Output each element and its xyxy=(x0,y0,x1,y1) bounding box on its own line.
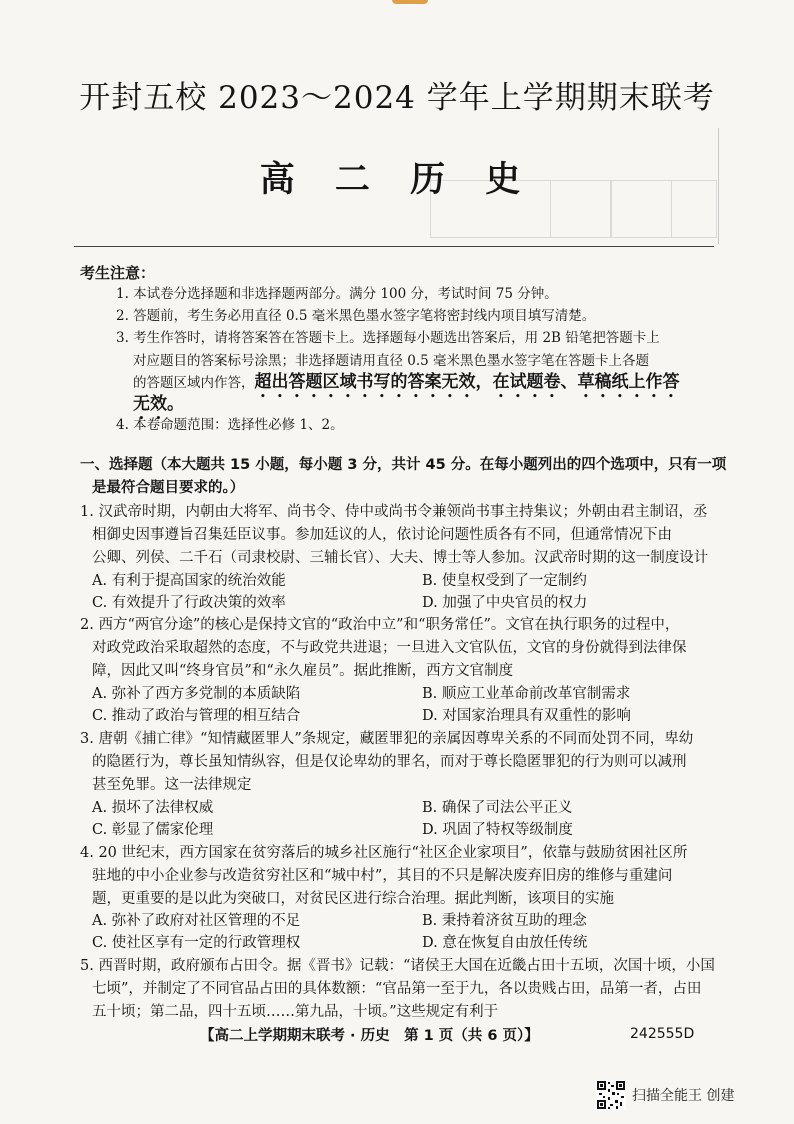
q2-line-2: 对政党政治采取超然的态度，不与政党共进退；一旦进入文官队伍，文官的身份就得到法律保 xyxy=(92,640,687,656)
notice-item-3-cont: 对应题目的答案标号涂黑；非选择题请用直径 0.5 毫米黑色墨水签字笔在答题卡上各题 xyxy=(133,353,650,369)
q4-option-c: C. 使社区享有一定的行政管理权 xyxy=(92,935,301,951)
q1-line-2: 相御史因事遵旨召集廷臣议事。参加廷议的人，依讨论问题性质各有不同，但通常情况下由 xyxy=(92,527,672,543)
notice-item-4: 4. 本卷命题范围：选择性必修 1、2。 xyxy=(116,417,344,433)
q3-line-1: 3. 唐朝《捕亡律》“知情藏匿罪人”条规定，藏匿罪犯的亲属因尊卑关系的不同而处罚不同，卑幼 xyxy=(80,731,694,747)
notice-item-1: 1. 本试卷分选择题和非选择题两部分。满分 100 分，考试时间 75 分钟。 xyxy=(116,286,558,302)
q5-line-3: 五十顷；第二品，四十五顷……第九品，十顷。”这些规定有利于 xyxy=(92,1004,499,1020)
notice-heading: 考生注意： xyxy=(80,264,156,282)
notice-warning-end: 无效。 xyxy=(133,394,184,414)
q2-line-3: 障，因此又叫“终身官员”和“永久雇员”。据此推断，西方文官制度 xyxy=(92,663,514,679)
q2-option-a: A. 弥补了西方多党制的本质缺陷 xyxy=(92,686,301,702)
section-heading: 一、选择题（本大题共 15 小题，每小题 3 分，共计 45 分。在每小题列出的四个选项中，只有一项 xyxy=(80,457,727,473)
q3-line-3: 甚至免罪。这一法律规定 xyxy=(92,777,252,793)
q3-option-b: B. 确保了司法公平正义 xyxy=(422,800,573,816)
q1-option-c: C. 有效提升了行政决策的效率 xyxy=(92,595,286,611)
q1-line-1: 1. 汉武帝时期，内朝由大将军、尚书令、侍中或尚书令兼领尚书事主持集议；外朝由君主制诏，丞 xyxy=(80,504,708,520)
q4-line-1: 4. 20 世纪末，西方国家在贫穷落后的城乡社区施行“社区企业家项目”，依靠与鼓励贫困社区所 xyxy=(80,845,688,861)
q3-line-2: 的隐匿行为，尊长虽知情纵容，但是仅论卑幼的罪名，而对于尊长隐匿罪犯的行为则可以减刑 xyxy=(92,754,687,770)
q1-option-d: D. 加强了中央官员的权力 xyxy=(422,595,588,611)
q2-option-d: D. 对国家治理具有双重性的影响 xyxy=(422,708,631,724)
q1-option-a: A. 有利于提高国家的统治效能 xyxy=(92,573,286,589)
q4-option-b: B. 秉持着济贫互助的理念 xyxy=(422,913,587,929)
header-divider xyxy=(74,246,714,247)
q2-option-b: B. 顺应工业革命前改革官制需求 xyxy=(422,686,631,702)
q2-option-c: C. 推动了政治与管理的相互结合 xyxy=(92,708,301,724)
notice-item-3-cont2-text: 的答题区域内作答， xyxy=(133,375,255,391)
exam-code: 242555D xyxy=(630,1026,695,1042)
notice-item-3: 3. 考生作答时，请将答案答在答题卡上。选择题每小题选出答案后，用 2B 铅笔把答题卡上 xyxy=(116,330,660,346)
q4-option-a: A. 弥补了政府对社区管理的不足 xyxy=(92,913,301,929)
q5-line-1: 5. 西晋时期，政府颁布占田令。据《晋书》记载：“诸侯王大国在近畿占田十五顷，次国十顷，小国 xyxy=(80,958,715,974)
notice-item-3-cont2 xyxy=(133,367,680,402)
notice-warning: 超出答题区域书写的答案无效，在试题卷、草稿纸上作答 xyxy=(254,372,680,392)
q2-line-1: 2. 西方“两官分途”的核心是保持文官的“政治中立”和“职务常任”。文官在执行职务的过程中， xyxy=(80,617,680,633)
notice-item-2: 2. 答题前，考生务必用直径 0.5 毫米黑色墨水签字笔将密封线内项目填写清楚。 xyxy=(116,308,596,324)
qr-code-icon xyxy=(596,1080,626,1110)
page-footer: 【高二上学期期末联考 · 历史 第 1 页（共 6 页）】 xyxy=(200,1028,539,1044)
q4-line-2: 驻地的中小企业参与改造贫穷社区和“城中村”，其目的不只是解决废弃旧房的维修与重建问 xyxy=(92,868,673,884)
exam-subject: 高 二 历 史 xyxy=(259,159,535,200)
q3-option-a: A. 损坏了法律权威 xyxy=(92,800,214,816)
q3-option-d: D. 巩固了特权等级制度 xyxy=(422,822,573,838)
top-scan-mark xyxy=(392,0,428,4)
q4-option-d: D. 意在恢复自由放任传统 xyxy=(422,935,588,951)
q1-line-3: 公卿、列侯、二千石（司隶校尉、三辅长官）、大夫、博士等人参加。汉武帝时期的这一制度设计 xyxy=(92,550,709,566)
q1-option-b: B. 使皇权受到了一定制约 xyxy=(422,573,587,589)
q5-line-2: 七顷”，并制定了不同官品占田的具体数额：“官品第一至于九，各以贵贱占田，品第一者，占田 xyxy=(92,981,702,997)
section-heading-cont: 是最符合题目要求的。） xyxy=(92,480,245,496)
exam-title: 开封五校 2023～2024 学年上学期期末联考 xyxy=(79,80,715,116)
q3-option-c: C. 彰显了儒家伦理 xyxy=(92,822,214,838)
scanner-watermark: 扫描全能王 创建 xyxy=(632,1088,735,1104)
q4-line-3: 题，更重要的是以此为突破口，对贫民区进行综合治理。据此判断，该项目的实施 xyxy=(92,891,614,907)
